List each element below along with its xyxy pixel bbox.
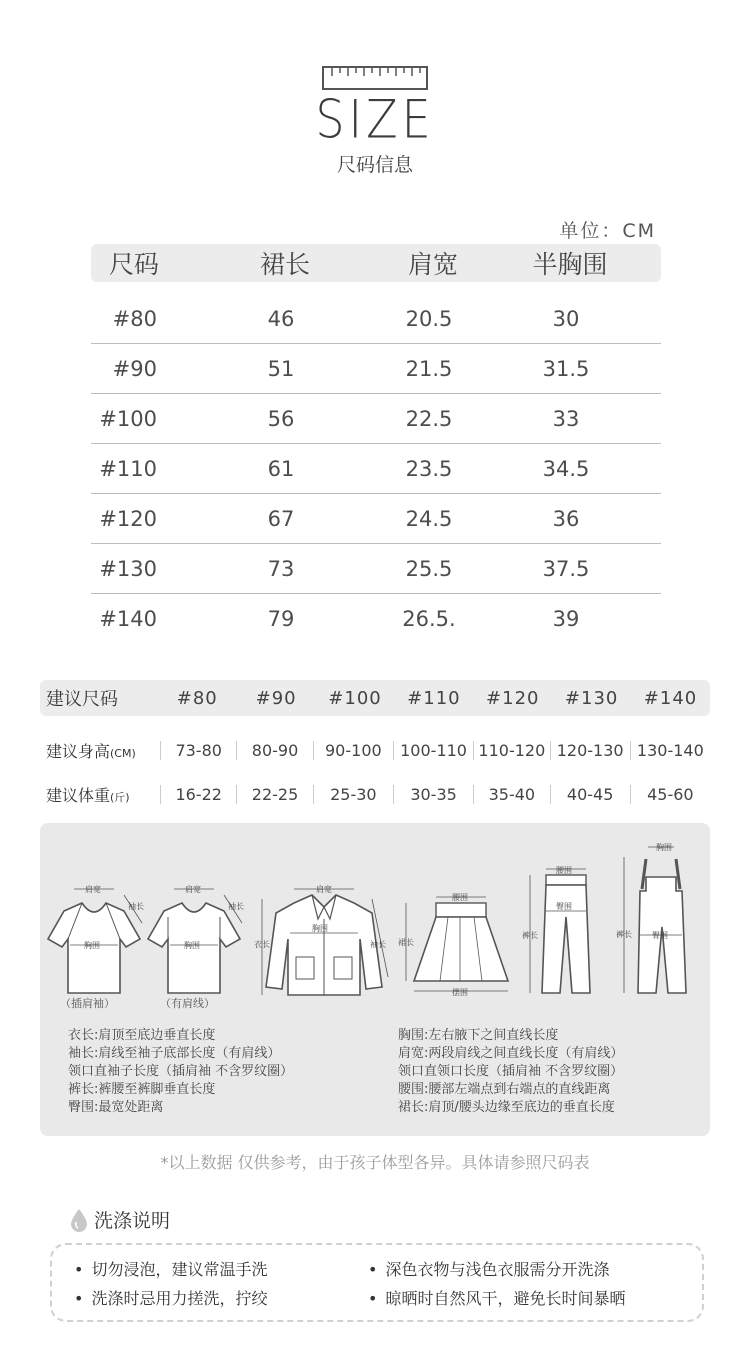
cell-chest: 30 — [552, 306, 580, 331]
cell-size: #140 — [99, 606, 157, 631]
definition-item: 肩宽:两段肩线之间直线长度（有肩线） — [398, 1046, 624, 1061]
height-label: 建议身高(CM) — [46, 741, 136, 761]
height-value: 120-130 — [550, 741, 630, 760]
height-value: 100-110 — [393, 741, 473, 760]
skirt-length-label: 裙长 — [398, 938, 414, 947]
height-row — [40, 728, 710, 772]
weight-value: 25-30 — [313, 785, 393, 804]
waist-label: 腰围 — [556, 866, 572, 875]
hip-label: 臀围 — [652, 931, 668, 940]
weight-label: 建议体重(斤) — [46, 785, 130, 805]
cell-chest: 37.5 — [542, 556, 590, 581]
recommend-size: #140 — [643, 687, 698, 709]
cell-chest: 33 — [552, 406, 580, 431]
cell-length: 56 — [267, 406, 295, 431]
cell-size: #130 — [99, 556, 157, 581]
size-logo: SIZE — [315, 87, 435, 151]
recommend-table — [40, 680, 710, 816]
set-in-caption: （有肩线） — [160, 997, 215, 1010]
height-value: 90-100 — [313, 741, 393, 760]
cell-shoulder: 24.5 — [405, 506, 453, 531]
cell-size: #80 — [112, 306, 157, 331]
overalls-icon — [616, 837, 706, 997]
water-drop-icon — [70, 1208, 88, 1232]
recommend-size: #110 — [407, 687, 461, 709]
cell-shoulder: 26.5. — [402, 606, 456, 631]
table-row — [91, 394, 661, 444]
recommend-size: #90 — [255, 687, 297, 709]
pants-length-label: 裤长 — [522, 931, 538, 940]
hem-label: 摆围 — [452, 988, 468, 997]
waist-label: 腰围 — [452, 893, 468, 902]
length-label: 衣长 — [254, 940, 270, 949]
cell-size: #110 — [99, 456, 157, 481]
chest-label: 胸围 — [656, 843, 672, 852]
cell-chest: 31.5 — [542, 356, 590, 381]
cell-shoulder: 20.5 — [405, 306, 453, 331]
wash-item: • 切勿浸泡，建议常温手洗 — [74, 1257, 267, 1280]
cell-shoulder: 25.5 — [405, 556, 453, 581]
chest-label: 胸围 — [312, 924, 328, 933]
cell-length: 46 — [267, 306, 295, 331]
table-row — [91, 544, 661, 594]
recommend-size: #120 — [486, 687, 540, 709]
recommend-size: #130 — [564, 687, 619, 709]
table-row — [91, 494, 661, 544]
cell-size: #90 — [112, 356, 157, 381]
header-shoulder: 肩宽 — [407, 250, 458, 279]
height-unit: (CM) — [110, 746, 136, 760]
disclaimer-text: *以上数据 仅供参考，由于孩子体型各异。具体请参照尺码表 — [160, 1153, 590, 1172]
definition-item: 袖长:肩线至袖子底部长度（有肩线） — [68, 1046, 281, 1061]
height-value: 110-120 — [473, 741, 549, 760]
recommend-size-label: 建议尺码 — [46, 689, 118, 710]
weight-row — [40, 772, 710, 816]
cell-length: 67 — [267, 506, 295, 531]
shoulder-label: 肩宽 — [185, 885, 201, 894]
wash-instructions-box — [50, 1243, 704, 1322]
cell-size: #100 — [99, 406, 157, 431]
cell-chest: 34.5 — [542, 456, 590, 481]
size-table-header — [91, 244, 661, 282]
cell-shoulder: 23.5 — [405, 456, 453, 481]
cell-chest: 39 — [552, 606, 580, 631]
definition-item: 衣长:肩顶至底边垂直长度 — [68, 1028, 216, 1043]
table-row — [91, 594, 661, 643]
shoulder-label: 肩宽 — [85, 885, 101, 894]
sleeve-label: 袖长 — [228, 902, 244, 911]
table-row — [91, 444, 661, 494]
definitions-left — [68, 1027, 293, 1117]
raglan-caption: （插肩袖） — [60, 997, 115, 1010]
chest-label: 胸围 — [84, 941, 100, 950]
set-in-tshirt-icon — [144, 881, 244, 996]
recommend-size: #100 — [328, 687, 382, 709]
cell-size: #120 — [99, 506, 157, 531]
definition-item: 裤长:裤腰至裤脚垂直长度 — [68, 1082, 216, 1097]
measurement-diagram-panel — [40, 823, 710, 1136]
definition-item: 臀围:最宽处距离 — [68, 1100, 164, 1115]
height-value: 73-80 — [160, 741, 236, 760]
wash-title-text: 洗涤说明 — [94, 1210, 171, 1232]
cell-length: 61 — [267, 456, 295, 481]
jacket-icon — [254, 877, 394, 1002]
height-value: 130-140 — [630, 741, 710, 760]
wash-item: • 深色衣物与浅色衣服需分开洗涤 — [368, 1257, 609, 1280]
header-length: 裙长 — [259, 250, 310, 279]
size-table — [91, 244, 661, 643]
cell-length: 73 — [267, 556, 295, 581]
definition-item: 领口直领口长度（插肩袖 不含罗纹圈） — [398, 1064, 624, 1079]
header-chest: 半胸围 — [532, 250, 608, 279]
height-value: 80-90 — [236, 741, 312, 760]
weight-value: 35-40 — [473, 785, 549, 804]
cell-chest: 36 — [552, 506, 580, 531]
weight-value: 40-45 — [550, 785, 630, 804]
recommend-header — [40, 680, 710, 716]
cell-shoulder: 21.5 — [405, 356, 453, 381]
cell-length: 79 — [267, 606, 295, 631]
definition-item: 裙长:肩顶/腰头边缘至底边的垂直长度 — [398, 1100, 615, 1115]
table-row — [91, 344, 661, 394]
chest-label: 胸围 — [184, 941, 200, 950]
page-subtitle: 尺码信息 — [336, 154, 413, 176]
definition-item: 领口直袖子长度（插肩袖 不含罗纹圈） — [68, 1064, 294, 1079]
weight-value: 22-25 — [236, 785, 312, 804]
recommend-size: #80 — [176, 687, 218, 709]
wash-item: • 晾晒时自然风干，避免长时间暴晒 — [368, 1286, 625, 1309]
skirt-icon — [398, 885, 518, 1000]
definition-item: 胸围:左右腋下之间直线长度 — [398, 1028, 559, 1043]
definition-item: 腰围:腰部左端点到右端点的直线距离 — [398, 1082, 611, 1097]
weight-value: 45-60 — [630, 785, 710, 804]
wash-item: • 洗涤时忌用力搓洗，拧绞 — [74, 1286, 267, 1309]
cell-length: 51 — [267, 356, 295, 381]
pants-length-label: 裤长 — [616, 930, 632, 939]
unit-label: 单位：CM — [559, 220, 656, 242]
shoulder-label: 肩宽 — [316, 885, 332, 894]
weight-value: 16-22 — [160, 785, 236, 804]
pants-icon — [522, 863, 602, 998]
header-size: 尺码 — [109, 250, 160, 279]
sleeve-label: 袖长 — [370, 940, 386, 949]
wash-title — [70, 1206, 170, 1233]
cell-shoulder: 22.5 — [405, 406, 453, 431]
raglan-tshirt-icon — [44, 881, 144, 996]
hip-label: 臀围 — [556, 902, 572, 911]
table-row — [91, 294, 661, 344]
weight-unit: (斤) — [110, 790, 130, 804]
sleeve-label: 袖长 — [128, 902, 144, 911]
weight-value: 30-35 — [393, 785, 473, 804]
definitions-right — [398, 1027, 623, 1117]
